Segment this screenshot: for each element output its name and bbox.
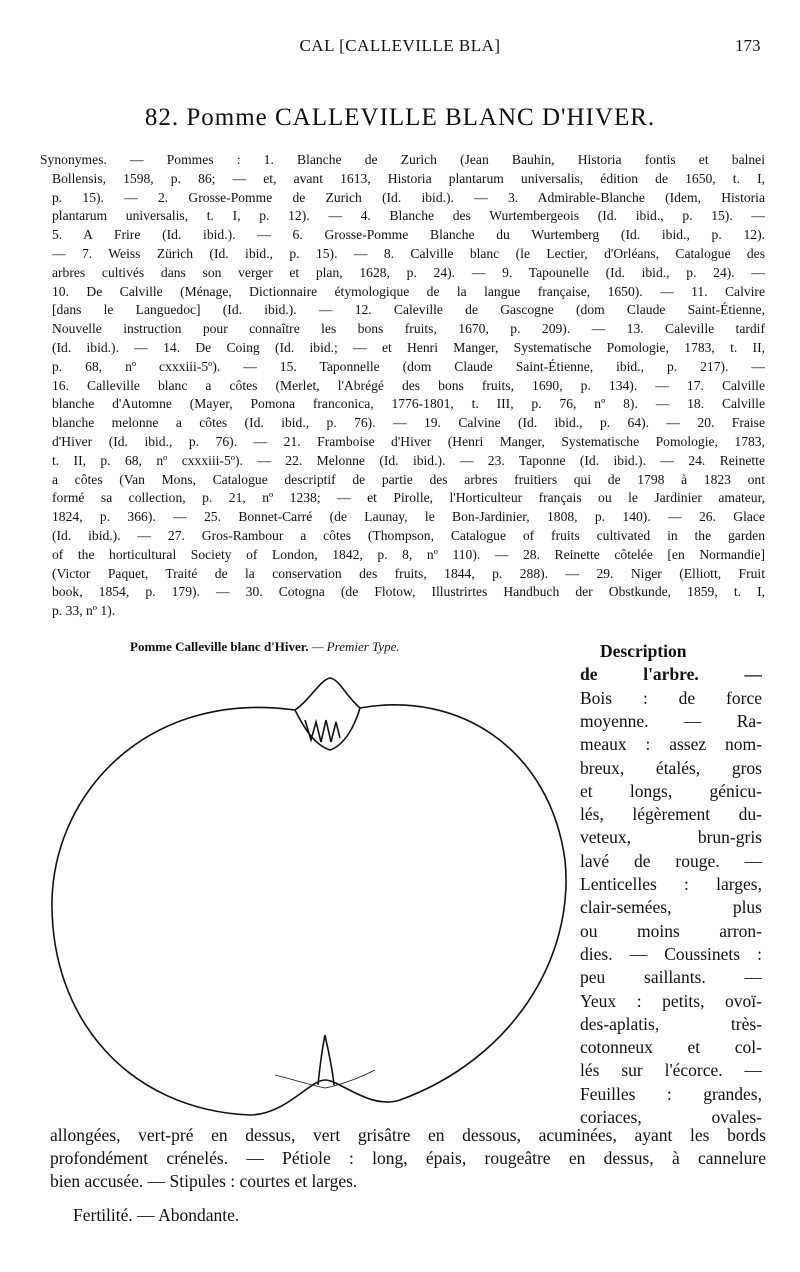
description-line: et longs, génicu- — [580, 780, 762, 801]
description-line: cotonneux et col- — [580, 1037, 762, 1058]
description-line: Bois : de force — [580, 687, 762, 708]
running-head: CAL [CALLEVILLE BLA] — [299, 36, 501, 55]
synonym-line: Synonymes. — Pommes : 1. Blanche de Zurich (Jean Bauhin, Historia fontis et balnei — [40, 152, 765, 167]
synonym-line: (Id. ibid.). — 27. Gros-Rambour a côtes (Thompson, Catalogue of fruits cultivated in the garden — [52, 528, 765, 543]
synonym-line: plantarum universalis, t. I, p. 12). — 4. Blanche des Wurtembergeois (Id. ibid., p. 15). — — [52, 208, 765, 224]
synonym-line: Bollensis, 1598, p. 86; — et, avant 1613, Historia plantarum universalis, édition de 1650, t. I, — [52, 170, 765, 186]
description-line: veteux, brun-gris — [580, 827, 762, 848]
synonym-line: (Id. ibid.). — 14. De Coing (Id. ibid.; — et Henri Manger, Systematische Pomologie, 1783, t. II, — [52, 340, 765, 355]
description-line: lavé de rouge. — — [580, 850, 762, 871]
description-line: lés sur l'écorce. — — [580, 1060, 762, 1081]
synonym-line: 5. A Frire (Id. ibid.). — 6. Grosse-Pomme Blanche du Wurtemberg (Id. ibid., p. 12). — [52, 227, 765, 243]
description-line: bien accusée. — Stipules : courtes et larges. — [50, 1171, 358, 1191]
description-line: ou moins arron- — [580, 920, 762, 941]
synonym-line: p. 33, nº 1). — [52, 603, 116, 619]
page-number: 173 — [735, 36, 761, 55]
description-line: profondément crénelés. — Pétiole : long, épais, rougeâtre en dessus, à cannelure — [50, 1148, 766, 1168]
description-line: clair-semées, plus — [580, 897, 762, 918]
synonym-line: a côtes (Van Mons, Catalogue descriptif de partie des arbres fruitiers qui de 1798 à 1823 ont — [52, 471, 765, 487]
synonym-line: 16. Calleville blanc a côtes (Merlet, l'Abrégé des bons fruits, 1690, p. 134). — 17. Calville — [52, 377, 765, 393]
description-line: peu saillants. — — [580, 967, 762, 988]
synonym-line: [dans le Languedoc] (Id. ibid.). — 12. Caleville de Gascogne (dom Claude Saint-Étienne, — [52, 302, 765, 318]
description-line: Feuilles : grandes, — [580, 1083, 762, 1104]
description-line: moyenne. — Ra- — [580, 710, 762, 731]
description-line: des-aplatis, très- — [580, 1013, 762, 1034]
synonym-line: d'Hiver (Id. ibid., p. 76). — 21. Framboise d'Hiver (Henri Manger, Systematische Pomologie, 1783, — [52, 434, 765, 449]
description-line: coriaces, ovales- — [580, 1107, 762, 1127]
synonym-line: — 7. Weiss Zürich (Id. ibid., p. 15). — 8. Calville blanc (le Lectier, d'Orléans, Catalogue des — [52, 246, 765, 261]
synonym-line: blanche melonne a côtes (Id. ibid., p. 76). — 19. Calvine (Id. ibid., p. 64). — 20. Fraise — [52, 415, 765, 431]
synonym-line: book, 1854, p. 179). — 30. Cotogna (de Flotow, Illustrirtes Handbuch der Obstkunde, 1859, t. I, — [52, 584, 765, 600]
synonym-line: p. 68, nº cxxxiii-5º). — 15. Taponnelle (dom Claude Saint-Étienne, ibid., p. 217). — — [52, 358, 765, 374]
synonym-line: formé sa collection, p. 21, nº 1238; — et Pirolle, l'Horticulteur français ou le Jardinier amateur, — [52, 490, 765, 506]
description-line: lés, légèrement du- — [580, 804, 762, 825]
description-line: meaux : assez nom- — [580, 734, 762, 755]
description-line: de l'arbre. — — [580, 664, 762, 685]
description-line: breux, étalés, gros — [580, 757, 762, 778]
figure-caption — [130, 639, 495, 655]
description-line: allongées, vert-pré en dessus, vert grisâtre en dessous, acuminées, ayant les bords — [50, 1125, 766, 1145]
description-line: Description — [600, 641, 687, 661]
entry-title: 82. Pomme CALLEVILLE BLANC D'HIVER. — [144, 104, 656, 131]
description-line: Lenticelles : larges, — [580, 874, 762, 894]
description-line: Yeux : petits, ovoï- — [580, 990, 762, 1011]
synonym-line: of the horticultural Society of London, 1842, p. 8, nº 110). — 28. Reinette côtelée [en Normandie] — [52, 546, 765, 562]
fertility-line: Fertilité. — Abondante. — [73, 1205, 240, 1225]
caption-type: — Premier Type. — [311, 639, 400, 654]
description-line: dies. — Coussinets : — [580, 943, 762, 964]
synonym-line: t. II, p. 68, nº cxxxiii-5º). — 22. Melonne (Id. ibid.). — 23. Taponne (Id. ibid.). — 24. Reinette — [52, 452, 765, 468]
synonym-line: 1824, p. 366). — 25. Bonnet-Carré (de Launay, le Bon-Jardinier, 1808, p. 140). — 26. Glace — [52, 509, 765, 525]
synonym-line: blanche d'Automne (Mayer, Pomona franconica, 1776-1801, t. III, p. 76, nº 8). — 18. Calville — [52, 396, 765, 412]
synonym-line: p. 15). — 2. Grosse-Pomme de Zurich (Id. ibid.). — 3. Admirable-Blanche (Idem, Historia — [52, 189, 765, 205]
apple-illustration — [40, 660, 580, 1130]
caption-text: Pomme Calleville blanc d'Hiver. — [130, 639, 309, 654]
synonym-line: 10. De Calville (Ménage, Dictionnaire étymologique de la langue française, 1650). — 11. Calvire — [52, 283, 765, 299]
synonym-line: (Victor Paquet, Traité de la conservation des fruits, 1844, p. 288). — 29. Niger (Elliott, Fruit — [52, 565, 765, 581]
synonym-line: arbres cultivés dans son verger et plan, 1628, p. 24). — 9. Tapounelle (Id. ibid., p. 24). — — [52, 264, 765, 280]
synonym-line: Nouvelle instruction pour connaître les bons fruits, 1670, p. 209). — 13. Caleville tardif — [52, 321, 765, 337]
